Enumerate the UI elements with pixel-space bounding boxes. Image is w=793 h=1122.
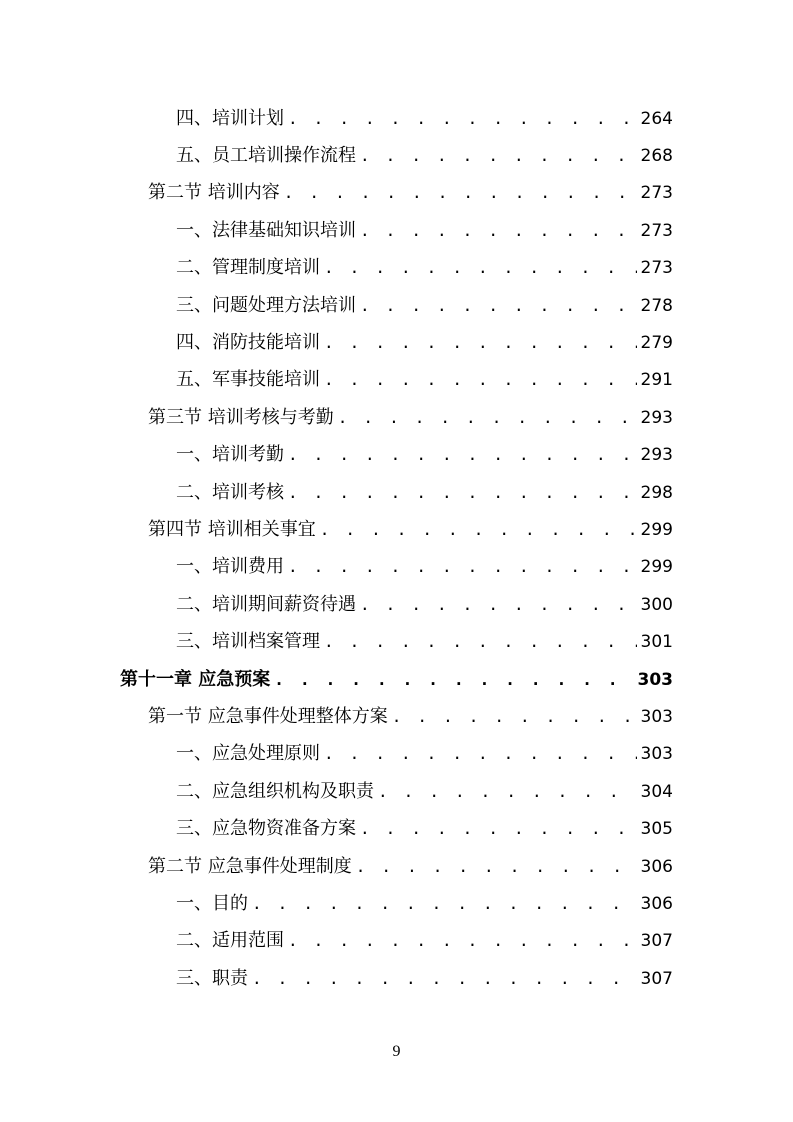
toc-entry-page: 303 bbox=[637, 669, 673, 690]
toc-entry-label: 第四节 培训相关事宜 bbox=[148, 518, 316, 540]
dot-leader bbox=[274, 668, 633, 692]
toc-entry[interactable] bbox=[0, 736, 793, 773]
toc-entry[interactable] bbox=[0, 661, 793, 698]
toc-entry-label: 二、培训考核 bbox=[176, 481, 284, 503]
toc-entry-page: 299 bbox=[640, 519, 673, 540]
toc-entry-label: 二、适用范围 bbox=[176, 930, 284, 952]
toc-entry-page: 264 bbox=[640, 108, 673, 129]
toc-entry[interactable] bbox=[0, 623, 793, 660]
dot-leader bbox=[360, 144, 637, 168]
dot-leader bbox=[320, 518, 637, 542]
dot-leader bbox=[392, 705, 637, 729]
toc-entry-label: 一、培训费用 bbox=[176, 556, 284, 578]
toc-entry-label: 一、法律基础知识培训 bbox=[176, 219, 356, 241]
toc-entry[interactable] bbox=[0, 960, 793, 997]
dot-leader bbox=[288, 443, 637, 467]
toc-entry[interactable] bbox=[0, 324, 793, 361]
dot-leader bbox=[252, 967, 637, 991]
toc-entry-page: 298 bbox=[640, 482, 673, 503]
toc-entry[interactable] bbox=[0, 549, 793, 586]
toc-entry-page: 299 bbox=[640, 557, 673, 578]
toc-entry-label: 一、培训考勤 bbox=[176, 444, 284, 466]
toc-entry-page: 278 bbox=[640, 295, 673, 316]
dot-leader bbox=[252, 892, 637, 916]
toc-entry-page: 291 bbox=[640, 370, 673, 391]
dot-leader bbox=[360, 817, 637, 841]
dot-leader bbox=[324, 742, 637, 766]
toc-entry-page: 305 bbox=[640, 819, 673, 840]
toc-entry-page: 303 bbox=[640, 706, 673, 727]
toc-entry[interactable] bbox=[0, 399, 793, 436]
toc-entry-label: 三、问题处理方法培训 bbox=[176, 294, 356, 316]
toc-entry[interactable] bbox=[0, 137, 793, 174]
dot-leader bbox=[288, 481, 637, 505]
toc-entry-label: 第二节 培训内容 bbox=[148, 182, 280, 204]
dot-leader bbox=[324, 256, 637, 280]
dot-leader bbox=[338, 406, 637, 430]
dot-leader bbox=[284, 181, 637, 205]
toc-entry[interactable] bbox=[0, 250, 793, 287]
dot-leader bbox=[324, 630, 637, 654]
toc-entry-label: 一、目的 bbox=[176, 892, 248, 914]
toc-entry-label: 四、消防技能培训 bbox=[176, 332, 320, 354]
toc-entry-label: 第十一章 应急预案 bbox=[120, 668, 271, 690]
toc-entry[interactable] bbox=[0, 362, 793, 399]
toc-entry-page: 279 bbox=[640, 333, 673, 354]
toc-entry[interactable] bbox=[0, 474, 793, 511]
toc-entry[interactable] bbox=[0, 848, 793, 885]
toc-entry-page: 306 bbox=[640, 856, 673, 877]
toc-entry-page: 293 bbox=[640, 445, 673, 466]
toc-entry-label: 二、应急组织机构及职责 bbox=[176, 780, 374, 802]
toc-entry[interactable] bbox=[0, 885, 793, 922]
toc-entry-label: 一、应急处理原则 bbox=[176, 743, 320, 765]
dot-leader bbox=[324, 368, 637, 392]
toc-entry[interactable] bbox=[0, 100, 793, 137]
page-number: 9 bbox=[392, 1043, 401, 1060]
toc-entry-page: 273 bbox=[640, 220, 673, 241]
toc-entry-label: 二、培训期间薪资待遇 bbox=[176, 593, 356, 615]
toc-entry[interactable] bbox=[0, 437, 793, 474]
table-of-contents bbox=[0, 100, 793, 997]
toc-entry-page: 301 bbox=[640, 632, 673, 653]
toc-entry-label: 第三节 培训考核与考勤 bbox=[148, 406, 334, 428]
toc-entry-label: 第一节 应急事件处理整体方案 bbox=[148, 705, 388, 727]
toc-entry-page: 307 bbox=[640, 931, 673, 952]
dot-leader bbox=[360, 294, 637, 318]
dot-leader bbox=[356, 855, 637, 879]
dot-leader bbox=[324, 331, 637, 355]
dot-leader bbox=[378, 780, 637, 804]
toc-entry-page: 293 bbox=[640, 407, 673, 428]
toc-entry-page: 307 bbox=[640, 968, 673, 989]
toc-entry-page: 306 bbox=[640, 893, 673, 914]
toc-entry-page: 273 bbox=[640, 258, 673, 279]
toc-entry[interactable] bbox=[0, 923, 793, 960]
toc-entry[interactable] bbox=[0, 175, 793, 212]
toc-entry-page: 304 bbox=[640, 781, 673, 802]
dot-leader bbox=[288, 555, 637, 579]
toc-entry[interactable] bbox=[0, 287, 793, 324]
toc-entry-label: 二、管理制度培训 bbox=[176, 257, 320, 279]
dot-leader bbox=[360, 219, 637, 243]
dot-leader bbox=[360, 593, 637, 617]
toc-entry-page: 273 bbox=[640, 183, 673, 204]
toc-entry-label: 三、职责 bbox=[176, 967, 248, 989]
toc-entry[interactable] bbox=[0, 698, 793, 735]
toc-entry-page: 303 bbox=[640, 744, 673, 765]
toc-entry[interactable] bbox=[0, 810, 793, 847]
toc-entry[interactable] bbox=[0, 212, 793, 249]
toc-entry-label: 四、培训计划 bbox=[176, 107, 284, 129]
toc-entry[interactable] bbox=[0, 773, 793, 810]
toc-entry-label: 五、军事技能培训 bbox=[176, 369, 320, 391]
dot-leader bbox=[288, 107, 637, 131]
dot-leader bbox=[288, 929, 637, 953]
toc-entry-label: 第二节 应急事件处理制度 bbox=[148, 855, 352, 877]
toc-entry-label: 三、应急物资准备方案 bbox=[176, 818, 356, 840]
toc-entry[interactable] bbox=[0, 511, 793, 548]
toc-entry-label: 五、员工培训操作流程 bbox=[176, 145, 356, 167]
toc-entry-page: 268 bbox=[640, 146, 673, 167]
toc-entry-label: 三、培训档案管理 bbox=[176, 631, 320, 653]
toc-entry-page: 300 bbox=[640, 594, 673, 615]
toc-entry[interactable] bbox=[0, 586, 793, 623]
